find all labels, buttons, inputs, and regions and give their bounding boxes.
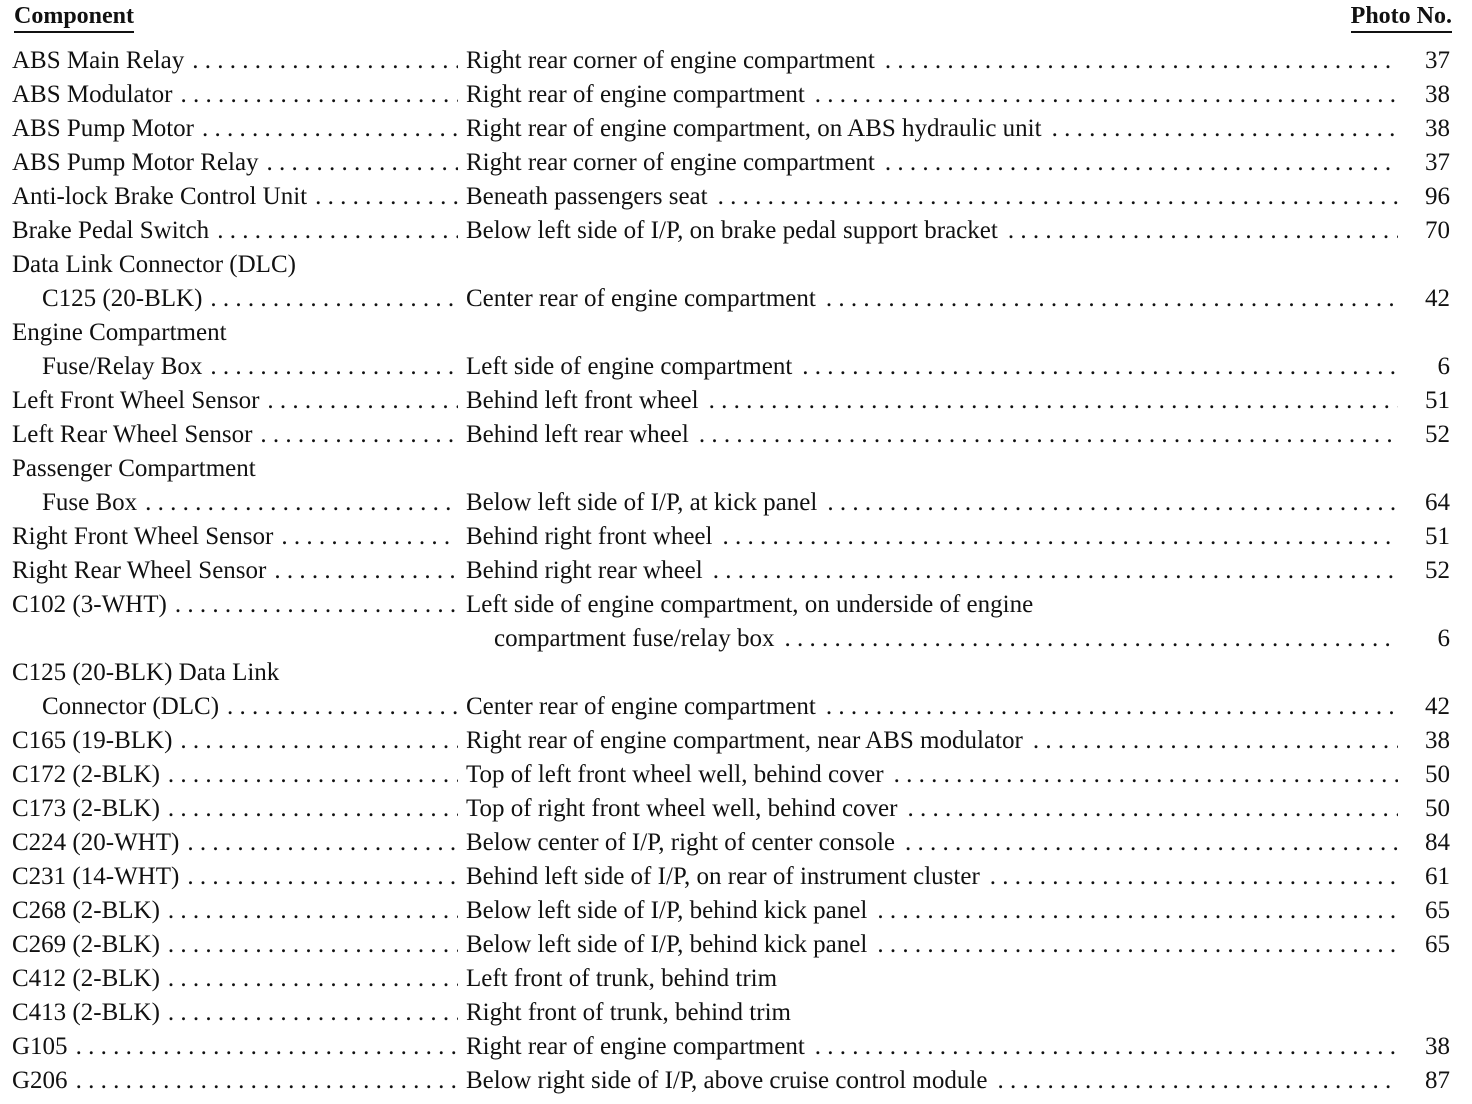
location-text: Below left side of I/P, on brake pedal support bracket bbox=[466, 217, 998, 244]
component-cell bbox=[12, 758, 458, 792]
table-row bbox=[10, 758, 1450, 792]
location-cell bbox=[466, 554, 1398, 588]
location-cell bbox=[466, 418, 1398, 452]
location-cell bbox=[466, 826, 1398, 860]
photo-number: 64 bbox=[1425, 489, 1450, 516]
component-cell bbox=[12, 146, 458, 180]
location-text: Left side of engine compartment bbox=[466, 353, 793, 380]
component-name: Engine Compartment bbox=[12, 319, 227, 346]
location-text: Right rear corner of engine compartment bbox=[466, 149, 875, 176]
component-name: ABS Pump Motor Relay bbox=[12, 149, 259, 176]
component-name: C269 (2-BLK) bbox=[12, 931, 160, 958]
location-cell bbox=[466, 520, 1398, 554]
location-cell bbox=[466, 214, 1398, 248]
location-text: Behind right rear wheel bbox=[466, 557, 703, 584]
photo-number: 61 bbox=[1425, 863, 1450, 890]
location-text: Below center of I/P, right of center console bbox=[466, 829, 896, 856]
table-row bbox=[10, 826, 1450, 860]
location-text: Behind left side of I/P, on rear of instrument cluster bbox=[466, 863, 980, 890]
table-row bbox=[10, 554, 1450, 588]
location-cell bbox=[466, 962, 1398, 996]
component-list bbox=[10, 44, 1450, 1098]
photo-number: 51 bbox=[1425, 523, 1450, 550]
photo-number: 65 bbox=[1425, 897, 1450, 924]
table-header bbox=[14, 2, 1452, 36]
table-row bbox=[10, 486, 1450, 520]
table-row bbox=[10, 146, 1450, 180]
location-cell bbox=[466, 146, 1398, 180]
location-text: Top of left front wheel well, behind cover bbox=[466, 761, 884, 788]
location-text: Right rear of engine compartment, on ABS hydraulic unit bbox=[466, 115, 1042, 142]
component-name: Fuse/Relay Box bbox=[42, 353, 203, 380]
location-text: Below left side of I/P, behind kick panel bbox=[466, 897, 868, 924]
location-cell bbox=[466, 78, 1398, 112]
component-name: C231 (14-WHT) bbox=[12, 863, 180, 890]
table-row bbox=[10, 724, 1450, 758]
location-cell bbox=[466, 894, 1398, 928]
component-name: Brake Pedal Switch bbox=[12, 217, 210, 244]
location-cell bbox=[466, 1030, 1398, 1064]
table-row bbox=[10, 656, 1450, 690]
component-name: C224 (20-WHT) bbox=[12, 829, 180, 856]
photo-number: 38 bbox=[1425, 727, 1450, 754]
location-text: Right front of trunk, behind trim bbox=[466, 999, 791, 1026]
component-cell bbox=[12, 588, 458, 622]
location-text: Behind left rear wheel bbox=[466, 421, 689, 448]
location-cell bbox=[466, 792, 1398, 826]
component-cell bbox=[12, 996, 458, 1030]
location-cell bbox=[466, 486, 1398, 520]
component-cell bbox=[12, 214, 458, 248]
location-text: Left side of engine compartment, on underside of engine bbox=[466, 591, 1034, 618]
component-name: Right Rear Wheel Sensor bbox=[12, 557, 267, 584]
location-text: Center rear of engine compartment bbox=[466, 285, 816, 312]
component-name: ABS Modulator bbox=[12, 81, 173, 108]
component-cell bbox=[12, 792, 458, 826]
photo-number-column-header: Photo No. bbox=[1351, 2, 1452, 33]
location-cell bbox=[466, 350, 1398, 384]
table-row bbox=[10, 962, 1450, 996]
table-row bbox=[10, 248, 1450, 282]
photo-number: 51 bbox=[1425, 387, 1450, 414]
component-cell bbox=[12, 112, 458, 146]
location-cell bbox=[466, 180, 1398, 214]
location-text: Right rear corner of engine compartment bbox=[466, 47, 875, 74]
location-cell bbox=[466, 928, 1398, 962]
photo-number: 65 bbox=[1425, 931, 1450, 958]
component-cell bbox=[12, 418, 458, 452]
photo-number: 6 bbox=[1437, 353, 1450, 380]
photo-number: 38 bbox=[1425, 1033, 1450, 1060]
component-cell bbox=[12, 180, 458, 214]
location-text: Left front of trunk, behind trim bbox=[466, 965, 778, 992]
location-cell bbox=[466, 724, 1398, 758]
table-row bbox=[10, 214, 1450, 248]
component-cell bbox=[12, 724, 458, 758]
table-row bbox=[10, 316, 1450, 350]
table-row bbox=[10, 996, 1450, 1030]
location-cell bbox=[466, 860, 1398, 894]
component-cell bbox=[12, 826, 458, 860]
component-cell bbox=[12, 486, 458, 520]
component-name: G206 bbox=[12, 1067, 68, 1094]
component-cell bbox=[12, 452, 458, 486]
photo-number: 42 bbox=[1425, 693, 1450, 720]
location-text: Right rear of engine compartment bbox=[466, 81, 805, 108]
location-cell bbox=[494, 622, 1398, 656]
location-text: Below left side of I/P, behind kick panel bbox=[466, 931, 868, 958]
location-text: compartment fuse/relay box bbox=[494, 625, 775, 652]
component-cell bbox=[12, 520, 458, 554]
component-cell bbox=[12, 894, 458, 928]
component-cell bbox=[12, 282, 458, 316]
location-text: Center rear of engine compartment bbox=[466, 693, 816, 720]
component-cell bbox=[12, 962, 458, 996]
table-row bbox=[10, 112, 1450, 146]
table-row bbox=[10, 588, 1450, 622]
table-row bbox=[10, 520, 1450, 554]
component-name: Passenger Compartment bbox=[12, 455, 256, 482]
table-row bbox=[10, 452, 1450, 486]
component-name: Data Link Connector (DLC) bbox=[12, 251, 296, 278]
photo-number: 38 bbox=[1425, 81, 1450, 108]
component-name: ABS Pump Motor bbox=[12, 115, 194, 142]
location-cell bbox=[466, 282, 1398, 316]
table-row bbox=[10, 1030, 1450, 1064]
component-name: C165 (19-BLK) bbox=[12, 727, 173, 754]
component-name: C125 (20-BLK) bbox=[42, 285, 203, 312]
photo-number: 6 bbox=[1437, 625, 1450, 652]
component-name: C125 (20-BLK) Data Link bbox=[12, 659, 280, 686]
photo-number: 52 bbox=[1425, 421, 1450, 448]
component-name: C173 (2-BLK) bbox=[12, 795, 160, 822]
component-cell bbox=[12, 656, 458, 690]
table-row bbox=[10, 622, 1450, 656]
table-row bbox=[10, 180, 1450, 214]
photo-number: 50 bbox=[1425, 761, 1450, 788]
component-cell bbox=[12, 1064, 458, 1098]
photo-number: 70 bbox=[1425, 217, 1450, 244]
location-text: Beneath passengers seat bbox=[466, 183, 708, 210]
table-row bbox=[10, 44, 1450, 78]
component-name: C172 (2-BLK) bbox=[12, 761, 160, 788]
table-row bbox=[10, 792, 1450, 826]
location-cell bbox=[466, 112, 1398, 146]
component-name: Left Front Wheel Sensor bbox=[12, 387, 260, 414]
location-cell bbox=[466, 384, 1398, 418]
component-name: Connector (DLC) bbox=[42, 693, 220, 720]
component-cell bbox=[12, 554, 458, 588]
component-cell bbox=[12, 350, 458, 384]
location-text: Behind right front wheel bbox=[466, 523, 713, 550]
table-row bbox=[10, 1064, 1450, 1098]
location-cell bbox=[466, 690, 1398, 724]
component-cell bbox=[12, 248, 458, 282]
component-cell bbox=[12, 78, 458, 112]
location-cell bbox=[466, 758, 1398, 792]
photo-number: 96 bbox=[1425, 183, 1450, 210]
component-name: Fuse Box bbox=[42, 489, 138, 516]
component-name: G105 bbox=[12, 1033, 68, 1060]
location-text: Right rear of engine compartment bbox=[466, 1033, 805, 1060]
table-row bbox=[10, 928, 1450, 962]
photo-number: 38 bbox=[1425, 115, 1450, 142]
photo-number: 84 bbox=[1425, 829, 1450, 856]
location-cell bbox=[466, 588, 1398, 622]
photo-number: 42 bbox=[1425, 285, 1450, 312]
table-row bbox=[10, 282, 1450, 316]
photo-number: 50 bbox=[1425, 795, 1450, 822]
component-name: C412 (2-BLK) bbox=[12, 965, 160, 992]
component-name: C413 (2-BLK) bbox=[12, 999, 160, 1026]
component-column-header: Component bbox=[14, 2, 134, 33]
photo-number: 87 bbox=[1425, 1067, 1450, 1094]
table-row bbox=[10, 860, 1450, 894]
location-cell bbox=[466, 1064, 1398, 1098]
location-text: Below left side of I/P, at kick panel bbox=[466, 489, 818, 516]
photo-number: 37 bbox=[1425, 149, 1450, 176]
table-row bbox=[10, 418, 1450, 452]
component-name: ABS Main Relay bbox=[12, 47, 185, 74]
location-cell bbox=[466, 996, 1398, 1030]
location-cell bbox=[466, 44, 1398, 78]
component-name: Anti-lock Brake Control Unit bbox=[12, 183, 308, 210]
component-name: Right Front Wheel Sensor bbox=[12, 523, 274, 550]
component-cell bbox=[12, 384, 458, 418]
location-text: Right rear of engine compartment, near ABS modulator bbox=[466, 727, 1023, 754]
component-name: Left Rear Wheel Sensor bbox=[12, 421, 253, 448]
component-cell bbox=[12, 690, 458, 724]
photo-number: 37 bbox=[1425, 47, 1450, 74]
component-name: C268 (2-BLK) bbox=[12, 897, 160, 924]
table-row bbox=[10, 690, 1450, 724]
table-row bbox=[10, 78, 1450, 112]
location-text: Behind left front wheel bbox=[466, 387, 699, 414]
component-cell bbox=[12, 928, 458, 962]
component-cell bbox=[12, 316, 458, 350]
photo-number: 52 bbox=[1425, 557, 1450, 584]
table-row bbox=[10, 894, 1450, 928]
component-cell bbox=[12, 1030, 458, 1064]
location-text: Top of right front wheel well, behind cover bbox=[466, 795, 898, 822]
location-text: Below right side of I/P, above cruise control module bbox=[466, 1067, 988, 1094]
component-cell bbox=[12, 860, 458, 894]
table-row bbox=[10, 384, 1450, 418]
component-name: C102 (3-WHT) bbox=[12, 591, 167, 618]
component-cell bbox=[12, 44, 458, 78]
table-row bbox=[10, 350, 1450, 384]
